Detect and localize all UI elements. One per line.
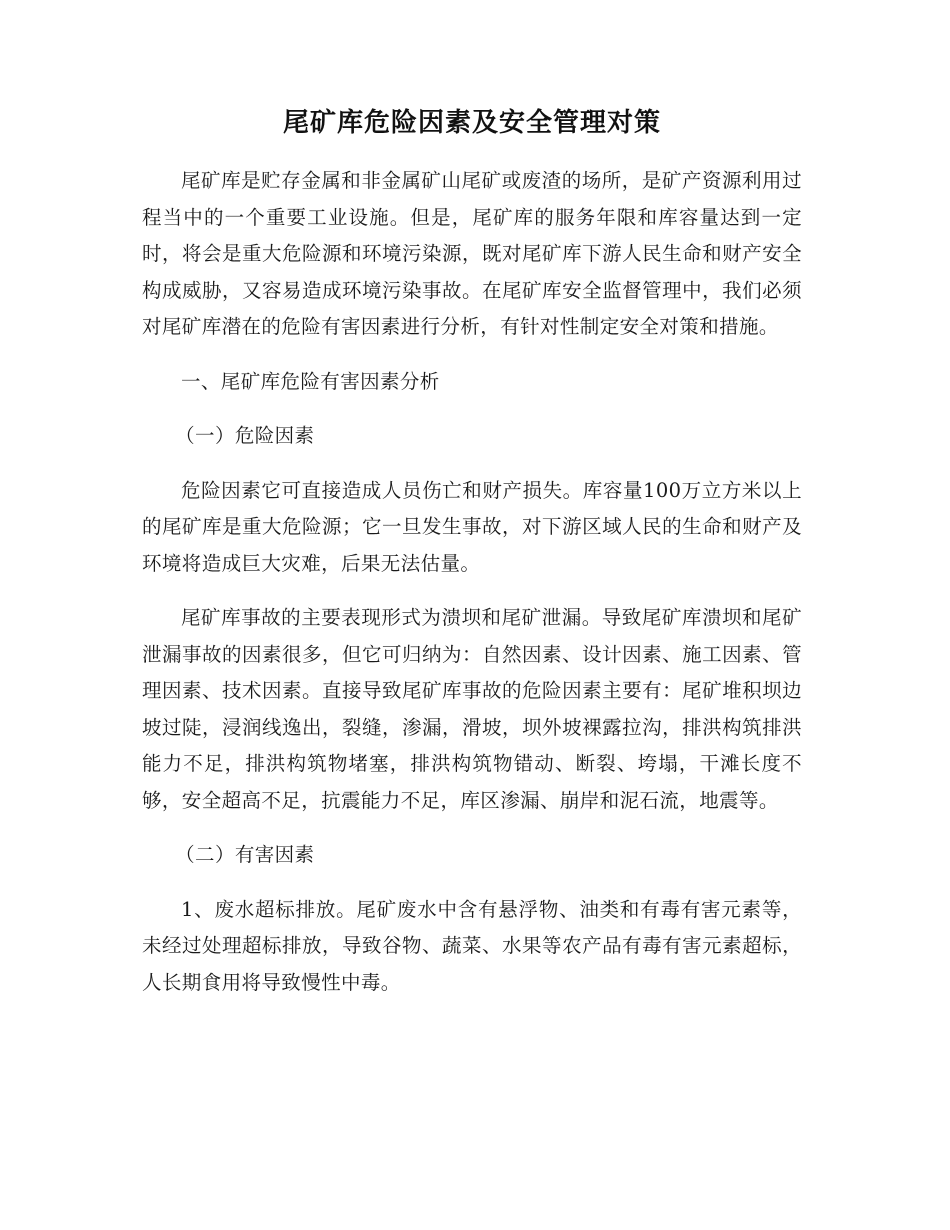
danger-factors-paragraph-1: 危险因素它可直接造成人员伤亡和财产损失。库容量100万立方米以上的尾矿库是重大危险源；它一旦发生事故，对下游区域人民的生命和财产及环境将造成巨大灾难，后果无法估量。 [142, 478, 802, 575]
subsection-heading-danger-factors: （一）危险因素 [175, 424, 315, 448]
document-title: 尾矿库危险因素及安全管理对策 [282, 108, 661, 138]
intro-paragraph: 尾矿库是贮存金属和非金属矿山尾矿或废渣的场所，是矿产资源利用过程当中的一个重要工业设施。但是，尾矿库的服务年限和库容量达到一定时，将会是重大危险源和环境污染源，既对尾矿库下游人民生命和财产安全构成威胁，又容易造成环境污染事故。在尾矿库安全监督管理中，我们必须对尾矿库潜在的危险有害因素进行分析，有针对性制定安全对策和措施。 [142, 169, 802, 339]
danger-factors-paragraph-2: 尾矿库事故的主要表现形式为溃坝和尾矿泄漏。导致尾矿库溃坝和尾矿泄漏事故的因素很多，但它可归纳为：自然因素、设计因素、施工因素、管理因素、技术因素。直接导致尾矿库事故的危险因素主要有：尾矿堆积坝边坡过陡，浸润线逸出，裂缝，渗漏，滑坡，坝外坡裸露拉沟，排洪构筑排洪能力不足，排洪构筑物堵塞，排洪构筑物错动、断裂、垮塌，干滩长度不够，安全超高不足，抗震能力不足，库区渗漏、崩岸和泥石流，地震等。 [142, 606, 802, 812]
document-body [142, 106, 802, 1019]
section-heading-hazard-analysis: 一、尾矿库危险有害因素分析 [181, 369, 440, 393]
harmful-factors-paragraph-1: 1、废水超标排放。尾矿废水中含有悬浮物、油类和有毒有害元素等，未经过处理超标排放，导致谷物、蔬菜、水果等农产品有毒有害元素超标，人长期食用将导致慢性中毒。 [142, 897, 802, 994]
subsection-heading-harmful-factors: （二）有害因素 [175, 843, 315, 867]
